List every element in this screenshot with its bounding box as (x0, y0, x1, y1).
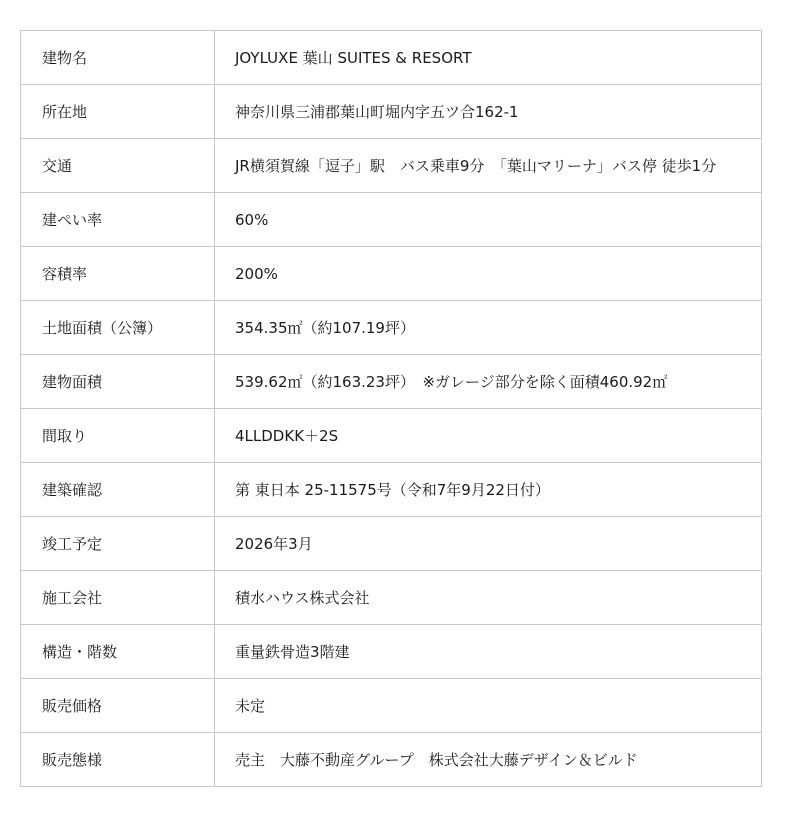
row-value: 神奈川県三浦郡葉山町堀内字五ツ合162-1 (215, 85, 762, 139)
table-row (21, 247, 762, 301)
table-row (21, 733, 762, 787)
row-value: 売主 大藤不動産グループ 株式会社大藤デザイン＆ビルド (215, 733, 762, 787)
row-value: 200% (215, 247, 762, 301)
row-value: JOYLUXE 葉山 SUITES & RESORT (215, 31, 762, 85)
table-row (21, 625, 762, 679)
table-row (21, 193, 762, 247)
table-row (21, 31, 762, 85)
table-row (21, 301, 762, 355)
table-row (21, 517, 762, 571)
row-value: 第 東日本 25-11575号（令和7年9月22日付） (215, 463, 762, 517)
table-row (21, 139, 762, 193)
table-row (21, 463, 762, 517)
row-value: 354.35㎡（約107.19坪） (215, 301, 762, 355)
row-label: 交通 (21, 139, 215, 193)
table-row (21, 409, 762, 463)
row-value: 2026年3月 (215, 517, 762, 571)
row-label: 間取り (21, 409, 215, 463)
row-label: 建ぺい率 (21, 193, 215, 247)
row-value: 539.62㎡（約163.23坪） ※ガレージ部分を除く面積460.92㎡ (215, 355, 762, 409)
row-label: 竣工予定 (21, 517, 215, 571)
table-row (21, 85, 762, 139)
row-label: 容積率 (21, 247, 215, 301)
row-label: 所在地 (21, 85, 215, 139)
row-label: 土地面積（公簿） (21, 301, 215, 355)
row-value: JR横須賀線「逗子」駅 バス乗車9分 「葉山マリーナ」バス停 徒歩1分 (215, 139, 762, 193)
row-value: 積水ハウス株式会社 (215, 571, 762, 625)
table-row (21, 355, 762, 409)
row-label: 建物面積 (21, 355, 215, 409)
row-value: 60% (215, 193, 762, 247)
row-label: 構造・階数 (21, 625, 215, 679)
row-value: 重量鉄骨造3階建 (215, 625, 762, 679)
row-label: 建築確認 (21, 463, 215, 517)
table-row (21, 571, 762, 625)
row-value: 4LLDDKK＋2S (215, 409, 762, 463)
row-label: 建物名 (21, 31, 215, 85)
row-label: 施工会社 (21, 571, 215, 625)
row-label: 販売価格 (21, 679, 215, 733)
row-value: 未定 (215, 679, 762, 733)
table-row (21, 679, 762, 733)
row-label: 販売態様 (21, 733, 215, 787)
property-spec-table (20, 30, 762, 787)
